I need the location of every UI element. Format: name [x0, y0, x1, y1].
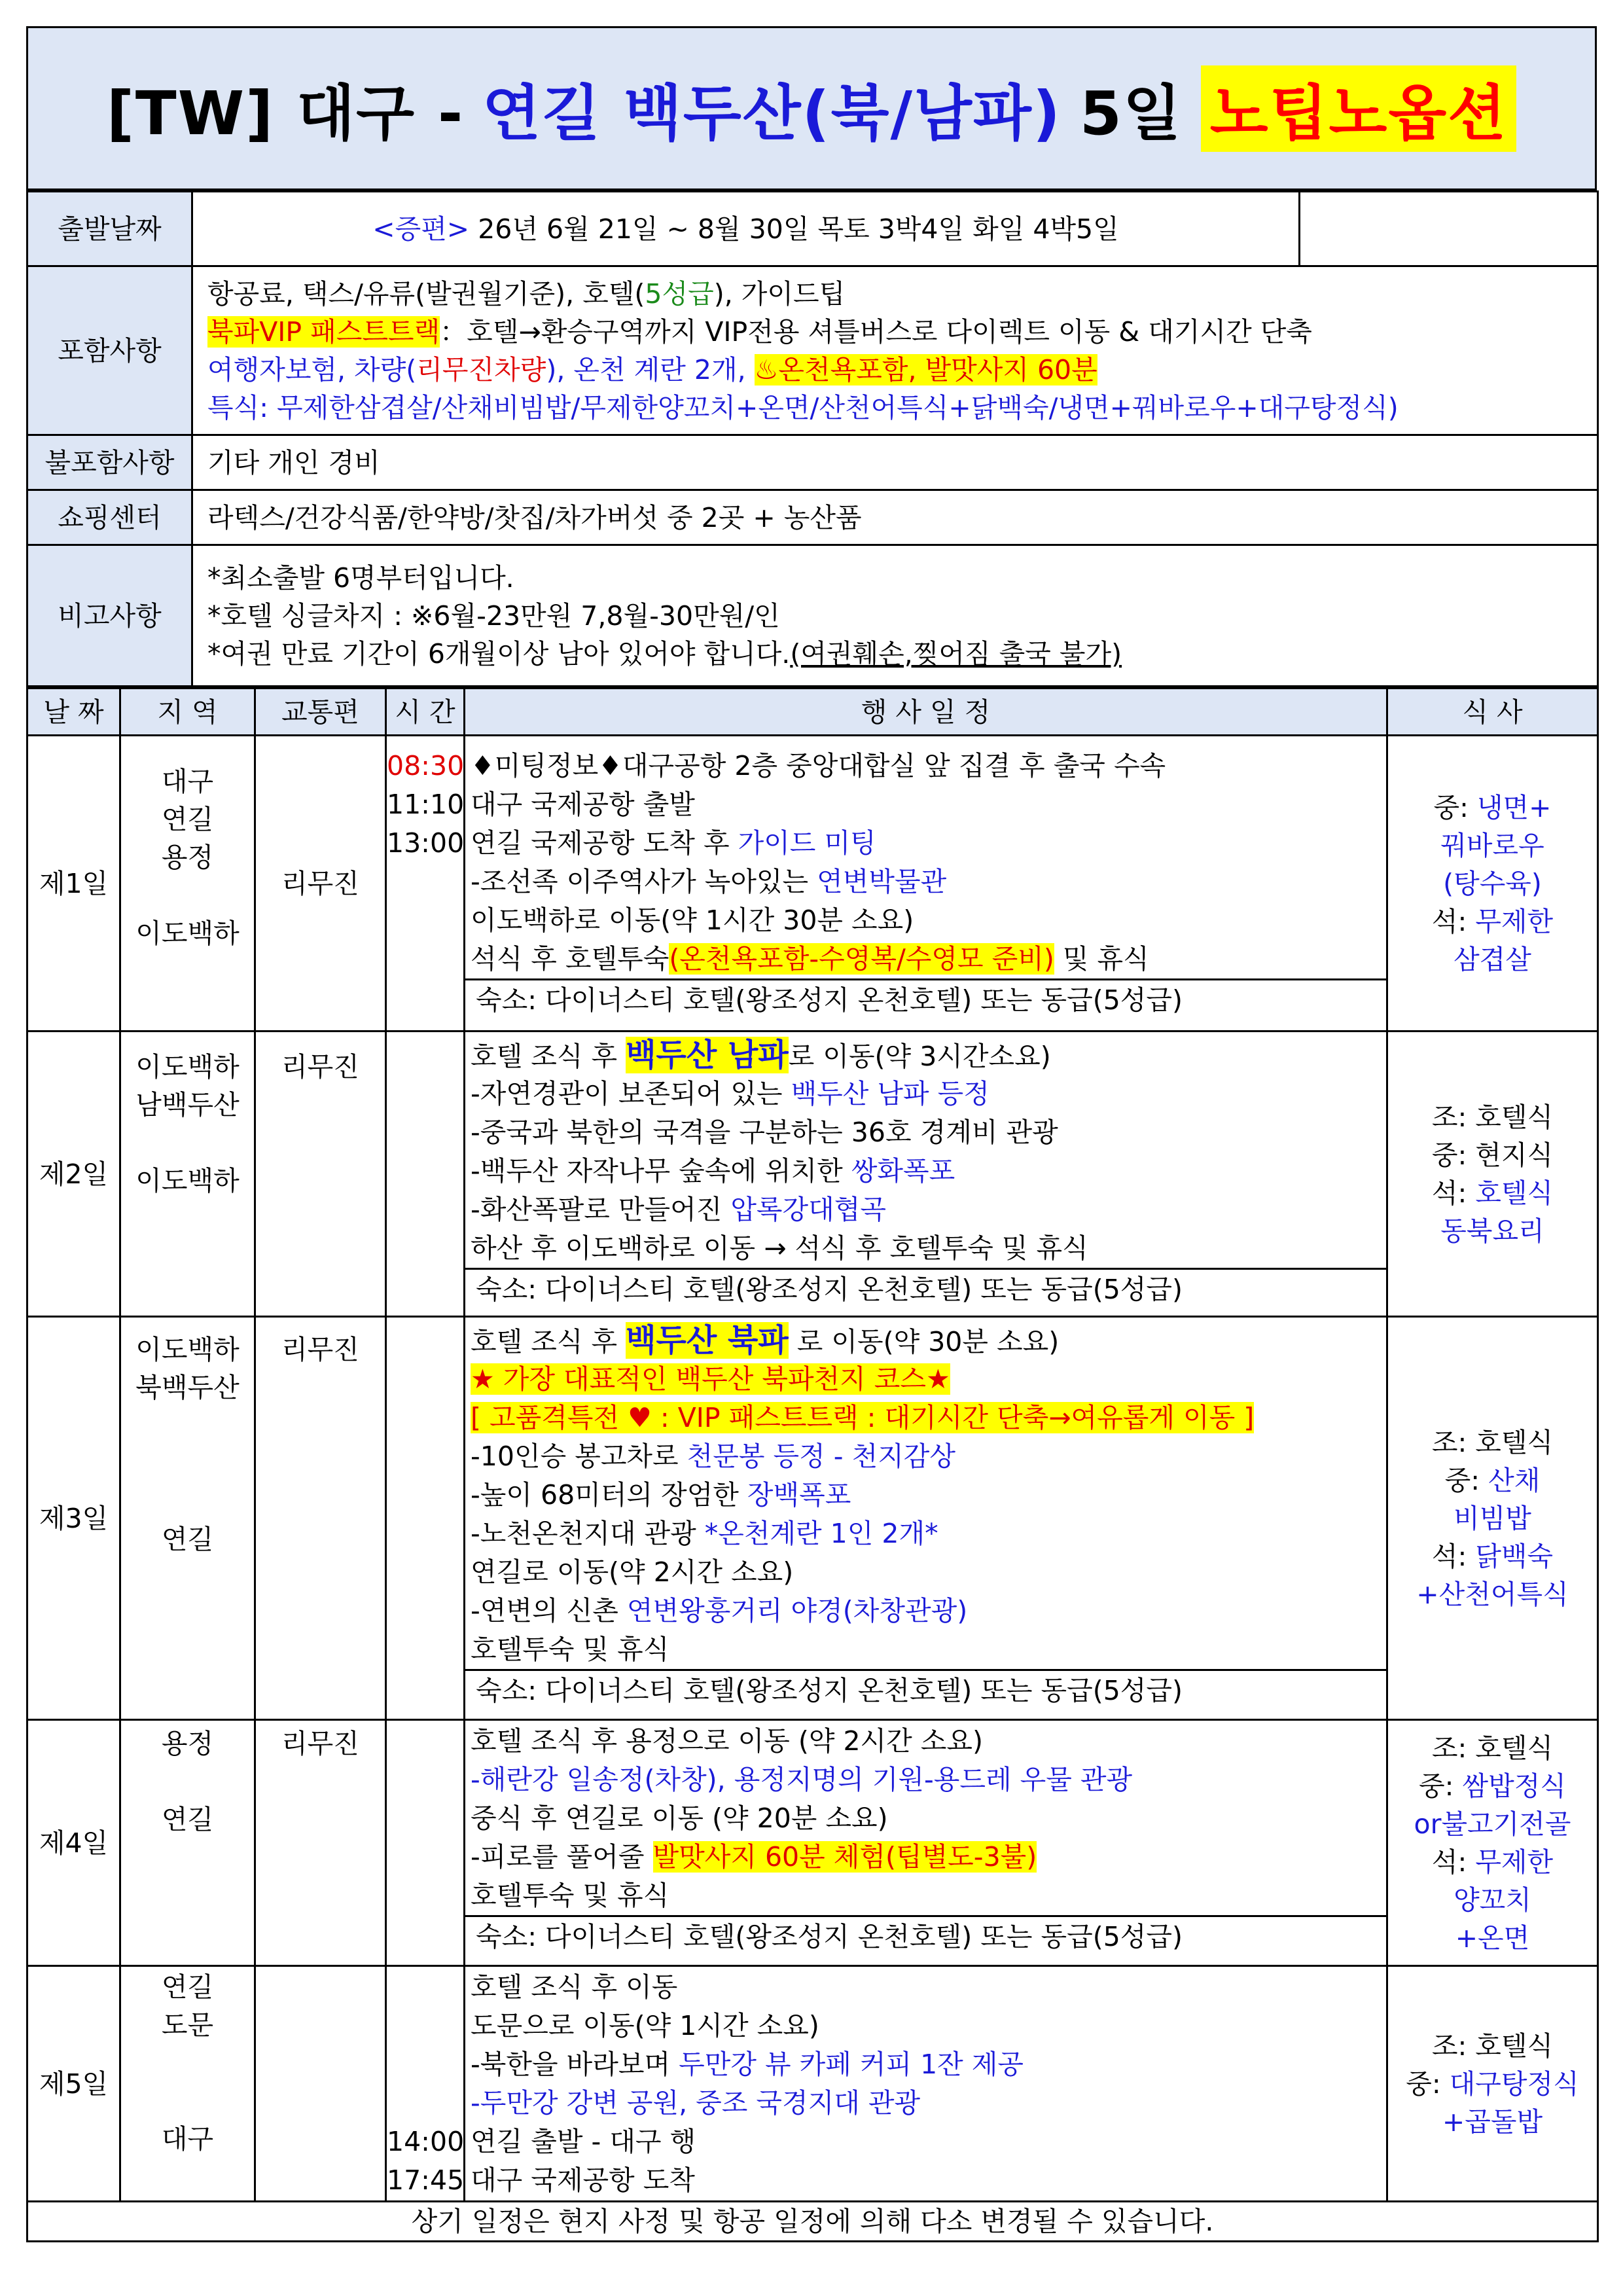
day-label: 제5일 — [27, 1966, 120, 2202]
header-region: 지 역 — [120, 689, 255, 736]
day-meals: 조: 호텔식 중: 산채 비빔밥 석: 닭백숙 +산천어특식 — [1387, 1317, 1598, 1720]
day-regions: 이도백하 북백두산 연길 — [120, 1317, 255, 1720]
excluded-label: 불포함사항 — [27, 435, 192, 490]
day-row — [27, 1317, 1598, 1720]
itinerary-sheet — [26, 26, 1597, 2242]
day-schedule: 호텔 조식 후 용정으로 이동 (약 2시간 소요) -해란강 일송정(차창), 용정지명의 기원-용드레 우물 관광 중식 후 연길로 이동 (약 20분 소요) -피로를 풀어줄 발맛사지 60분 체험(팁별도-3불) 호텔투숙 및 휴식 숙소: 다이너스티 호텔(왕조성지 온천호텔) 또는 동급(5성급) — [465, 1720, 1387, 1966]
day-regions: 연길 도문 대구 — [120, 1966, 255, 2202]
hotel-info: 숙소: 다이너스티 호텔(왕조성지 온천호텔) 또는 동급(5성급) — [465, 1268, 1386, 1309]
day-transport: 리무진 — [255, 1720, 386, 1966]
header-schedule: 행 사 일 정 — [465, 689, 1387, 736]
hotel-info: 숙소: 다이너스티 호텔(왕조성지 온천호텔) 또는 동급(5성급) — [465, 1915, 1386, 1956]
shopping-label: 쇼핑센터 — [27, 490, 192, 545]
header-date: 날 짜 — [27, 689, 120, 736]
included-value — [192, 266, 1598, 435]
info-table — [26, 190, 1599, 687]
title-prefix: [TW] 대구 - — [106, 78, 465, 149]
day-transport: 리무진 — [255, 1317, 386, 1720]
day-schedule: 호텔 조식 후 백두산 남파로 이동(약 3시간소요) -자연경관이 보존되어 있는 백두산 남파 등정 -중국과 북한의 국격을 구분하는 36호 경계비 관광 -백두산 자작나무 숲속에 위치한 쌍화폭포 -화산폭팔로 만들어진 압록강대협곡 하산 후 이도백하로 이동 → 석식 후 호텔투숙 및 휴식 숙소: 다이너스티 호텔(왕조성지 온천호텔) 또는 동급(5성급) — [465, 1031, 1387, 1317]
remarks-line1: *최소출발 6명부터입니다. — [207, 562, 514, 594]
included-row — [27, 266, 1598, 435]
included-line4: 특식: 무제한삼겹살/산채비빔밥/무제한양꼬치+온면/산천어특식+닭백숙/냉면+꿔바로우+대구탕정식) — [207, 391, 1399, 423]
schedule-header — [27, 689, 1598, 736]
day-label: 제1일 — [27, 736, 120, 1031]
day-schedule: 호텔 조식 후 이동 도문으로 이동(약 1시간 소요) -북한을 바라보며 두만강 뷰 카페 커피 1잔 제공 -두만강 강변 공원, 중조 국경지대 관광 연길 출발 - 대구 행 대구 국제공항 도착 — [465, 1966, 1387, 2202]
shopping-value: 라텍스/건강식품/한약방/찻집/차가버섯 중 2곳 + 농산품 — [192, 490, 1598, 545]
day-row — [27, 736, 1598, 1031]
hotel-info: 숙소: 다이너스티 호텔(왕조성지 온천호텔) 또는 동급(5성급) — [465, 978, 1386, 1020]
day-meals: 조: 호텔식 중: 대구탕정식 +곱돌밥 — [1387, 1966, 1598, 2202]
hotel-info: 숙소: 다이너스티 호텔(왕조성지 온천호텔) 또는 동급(5성급) — [465, 1669, 1386, 1710]
header-transport: 교통편 — [255, 689, 386, 736]
day-times — [386, 1031, 465, 1317]
footer-row — [27, 2202, 1598, 2242]
day-meals: 조: 호텔식 중: 쌈밥정식 or불고기전골 석: 무제한 양꼬치 +온면 — [1387, 1720, 1598, 1966]
header-time: 시 간 — [386, 689, 465, 736]
title-badge: 노팁노옵션 — [1201, 65, 1516, 152]
day-label: 제3일 — [27, 1317, 120, 1720]
day-row — [27, 1031, 1598, 1317]
day-times: 08:30 11:10 13:00 — [386, 736, 465, 1031]
day-label: 제2일 — [27, 1031, 120, 1317]
excluded-row — [27, 435, 1598, 490]
page-title — [26, 26, 1597, 190]
departure-tag: <증편> — [372, 213, 470, 245]
day-meals: 조: 호텔식 중: 현지식 석: 호텔식 동북요리 — [1387, 1031, 1598, 1317]
remarks-row — [27, 545, 1598, 687]
excluded-value: 기타 개인 경비 — [192, 435, 1598, 490]
included-line2: 북파VIP 패스트트랙：호텔→환승구역까지 VIP전용 셔틀버스로 다이렉트 이동 & 대기시간 단축 — [207, 315, 1312, 348]
day-row — [27, 1720, 1598, 1966]
included-line1: 항공료, 택스/유류(발권월기준), 호텔(5성급), 가이드팁 — [207, 278, 846, 310]
day-row — [27, 1966, 1598, 2202]
day-regions: 용정 연길 — [120, 1720, 255, 1966]
included-label: 포함사항 — [27, 266, 192, 435]
footer-note: 상기 일정은 현지 사정 및 항공 일정에 의해 다소 변경될 수 있습니다. — [27, 2202, 1598, 2242]
day-schedule: 호텔 조식 후 백두산 북파 로 이동(약 30분 소요) ★ 가장 대표적인 백두산 북파천지 코스★ [ 고품격특전 ♥ : VIP 패스트트랙 : 대기시간 단축→여유롭게 이동 ] -10인승 봉고차로 천문봉 등정 - 천지감상 -높이 68미터의 장엄한 장백폭포 -노천온천지대 관광 *온천계란 1인 2개* 연길로 이동(약 2시간 소요) -연변의 신촌 연변왕훙거리 야경(차창관광) 호텔투숙 및 휴식 숙소: 다이너스티 호텔(왕조성지 온천호텔) 또는 동급(5성급) — [465, 1317, 1387, 1720]
departure-row — [27, 192, 1598, 266]
day-regions: 대구 연길 용정 이도백하 — [120, 736, 255, 1031]
departure-empty — [1300, 192, 1598, 266]
day-regions: 이도백하 남백두산 이도백하 — [120, 1031, 255, 1317]
remarks-value — [192, 545, 1598, 687]
day-transport: 리무진 — [255, 736, 386, 1031]
departure-label: 출발날짜 — [27, 192, 192, 266]
schedule-table — [26, 687, 1599, 2242]
remarks-line2: *호텔 싱글차지 : ※6월-23만원 7,8월-30만원/인 — [207, 600, 780, 632]
title-route: 연길 백두산(북/남파) — [482, 78, 1061, 149]
day-meals: 중: 냉면+ 꿔바로우 (탕수육) 석: 무제한 삼겹살 — [1387, 736, 1598, 1031]
included-line3: 여행자보험, 차량(리무진차량), 온천 계란 2개, ♨온천욕포함, 발맛사지 60분 — [207, 353, 1097, 386]
day-times — [386, 1720, 465, 1966]
shopping-row — [27, 490, 1598, 545]
day-label: 제4일 — [27, 1720, 120, 1966]
header-meal: 식 사 — [1387, 689, 1598, 736]
departure-dates: 26년 6월 21일 ~ 8월 30일 목토 3박4일 화일 4박5일 — [478, 213, 1119, 245]
day-transport — [255, 1966, 386, 2202]
departure-value — [192, 192, 1300, 266]
day-times — [386, 1317, 465, 1720]
title-duration: 5일 — [1079, 78, 1183, 149]
day-schedule: ♦미팅정보♦대구공항 2층 중앙대합실 앞 집결 후 출국 수속 대구 국제공항 출발 연길 국제공항 도착 후 가이드 미팅 -조선족 이주역사가 녹아있는 연변박물관 이도백하로 이동(약 1시간 30분 소요) 석식 후 호텔투숙(온천욕포함-수영복/수영모 준비) 및 휴식 숙소: 다이너스티 호텔(왕조성지 온천호텔) 또는 동급(5성급) — [465, 736, 1387, 1031]
day-transport: 리무진 — [255, 1031, 386, 1317]
remarks-line3: *여권 만료 기간이 6개월이상 남아 있어야 합니다.(여권훼손,찢어짐 출국 불가) — [207, 637, 1122, 670]
day-times: 14:00 17:45 — [386, 1966, 465, 2202]
remarks-label: 비고사항 — [27, 545, 192, 687]
